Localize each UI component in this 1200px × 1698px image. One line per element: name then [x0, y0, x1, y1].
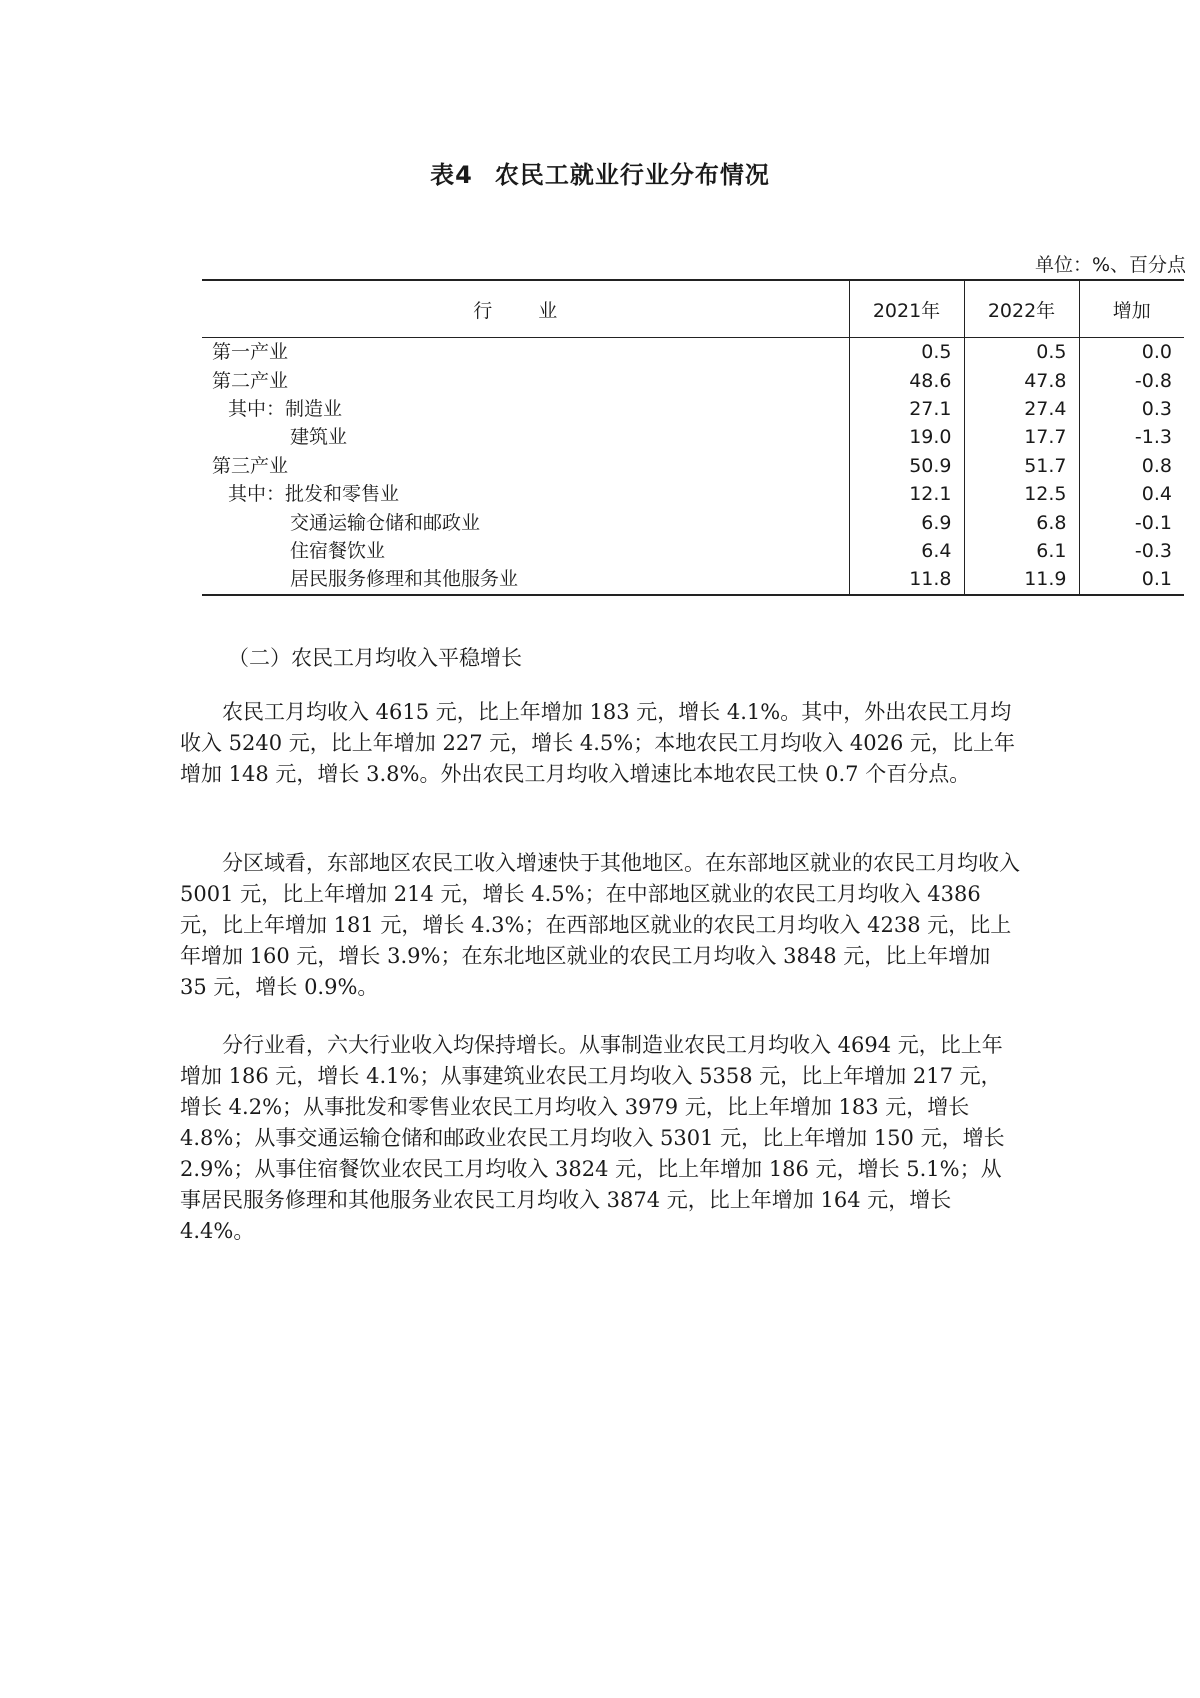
cell-2022: 27.4 [964, 395, 1079, 423]
cell-2021: 11.8 [849, 565, 964, 594]
table-row [202, 508, 1184, 536]
table-row [202, 423, 1184, 451]
row-label: 交通运输仓储和邮政业 [290, 511, 481, 534]
row-prefix: 其中： [228, 397, 286, 420]
cell-2021: 6.9 [849, 508, 964, 536]
cell-2022: 12.5 [964, 480, 1079, 508]
cell-2022: 6.1 [964, 537, 1079, 565]
cell-2022: 17.7 [964, 423, 1079, 451]
header-industry: 行 业 [202, 280, 849, 338]
row-label: 住宿餐饮业 [290, 539, 386, 562]
cell-2022: 6.8 [964, 508, 1079, 536]
row-label: 其中：批发和零售业 [228, 483, 400, 506]
cell-2021: 12.1 [849, 480, 964, 508]
table-unit: 单位：%、百分点 [1034, 254, 1186, 276]
table-row [202, 565, 1184, 594]
row-label: 第二产业 [212, 369, 289, 392]
row-label: 其中：制造业 [228, 397, 343, 420]
cell-change: -0.1 [1079, 508, 1184, 536]
table-number: 表4 [430, 161, 473, 189]
row-prefix: 其中： [228, 483, 286, 506]
cell-change: 0.0 [1079, 338, 1184, 367]
row-label: 第三产业 [212, 454, 289, 477]
cell-change: -0.8 [1079, 366, 1184, 394]
cell-change: 0.3 [1079, 395, 1184, 423]
table-header-row [202, 280, 1184, 338]
cell-change: 0.1 [1079, 565, 1184, 594]
cell-change: 0.8 [1079, 452, 1184, 480]
cell-change: -0.3 [1079, 537, 1184, 565]
table-title-text: 农民工就业行业分布情况 [494, 161, 770, 189]
row-label: 居民服务修理和其他服务业 [290, 568, 519, 591]
cell-2021: 6.4 [849, 537, 964, 565]
cell-2021: 48.6 [849, 366, 964, 394]
row-label: 第一产业 [212, 341, 289, 364]
cell-2021: 19.0 [849, 423, 964, 451]
industry-distribution-table [202, 279, 1184, 596]
cell-2021: 27.1 [849, 395, 964, 423]
table-row [202, 338, 1184, 367]
paragraph-income-by-industry: 分行业看，六大行业收入均保持增长。从事制造业农民工月均收入 4694 元，比上年增加 186 元，增长 4.1%；从事建筑业农民工月均收入 5358 元，比上年增加 217 元，增长 4.2%；从事批发和零售业农民工月均收入 3979 元，比上年增加 183 元，增长 4.8%；从事交通运输仓储和邮政业农民工月均收入 5301 元，比上年增加 150 元，增长 2.9%；从事住宿餐饮业农民工月均收入 3824 元，比上年增加 186 元，增长 5.1%；从事居民服务修理和其他服务业农民工月均收入 3874 元，比上年增加 164 元，增长 4.4%。 [180, 1033, 1005, 1243]
paragraph-income-by-region: 分区域看，东部地区农民工收入增速快于其他地区。在东部地区就业的农民工月均收入 5001 元，比上年增加 214 元，增长 4.5%；在中部地区就业的农民工月均收入 4386 元，比上年增加 181 元，增长 4.3%；在西部地区就业的农民工月均收入 4238 元，比上年增加 160 元，增长 3.9%；在东北地区就业的农民工月均收入 3848 元，比上年增加 35 元，增长 0.9%。 [180, 851, 1020, 999]
cell-2022: 47.8 [964, 366, 1079, 394]
table-row [202, 537, 1184, 565]
header-2022: 2022年 [964, 280, 1079, 338]
header-2021: 2021年 [849, 280, 964, 338]
table-row [202, 366, 1184, 394]
table-row [202, 480, 1184, 508]
table-row [202, 452, 1184, 480]
row-label: 建筑业 [290, 426, 348, 449]
cell-2022: 51.7 [964, 452, 1079, 480]
cell-2021: 50.9 [849, 452, 964, 480]
cell-change: -1.3 [1079, 423, 1184, 451]
cell-2021: 0.5 [849, 338, 964, 367]
paragraph-income-overview: 农民工月均收入 4615 元，比上年增加 183 元，增长 4.1%。其中，外出农民工月均收入 5240 元，比上年增加 227 元，增长 4.5%；本地农民工月均收入 4026 元，比上年增加 148 元，增长 3.8%。外出农民工月均收入增速比本地农民工快 0.7 个百分点。 [180, 700, 1016, 786]
cell-change: 0.4 [1079, 480, 1184, 508]
table-title [0, 155, 1200, 190]
section-heading: （二）农民工月均收入平稳增长 [228, 646, 522, 670]
cell-2022: 11.9 [964, 565, 1079, 594]
table-row [202, 395, 1184, 423]
cell-2022: 0.5 [964, 338, 1079, 367]
header-change: 增加 [1079, 280, 1184, 338]
